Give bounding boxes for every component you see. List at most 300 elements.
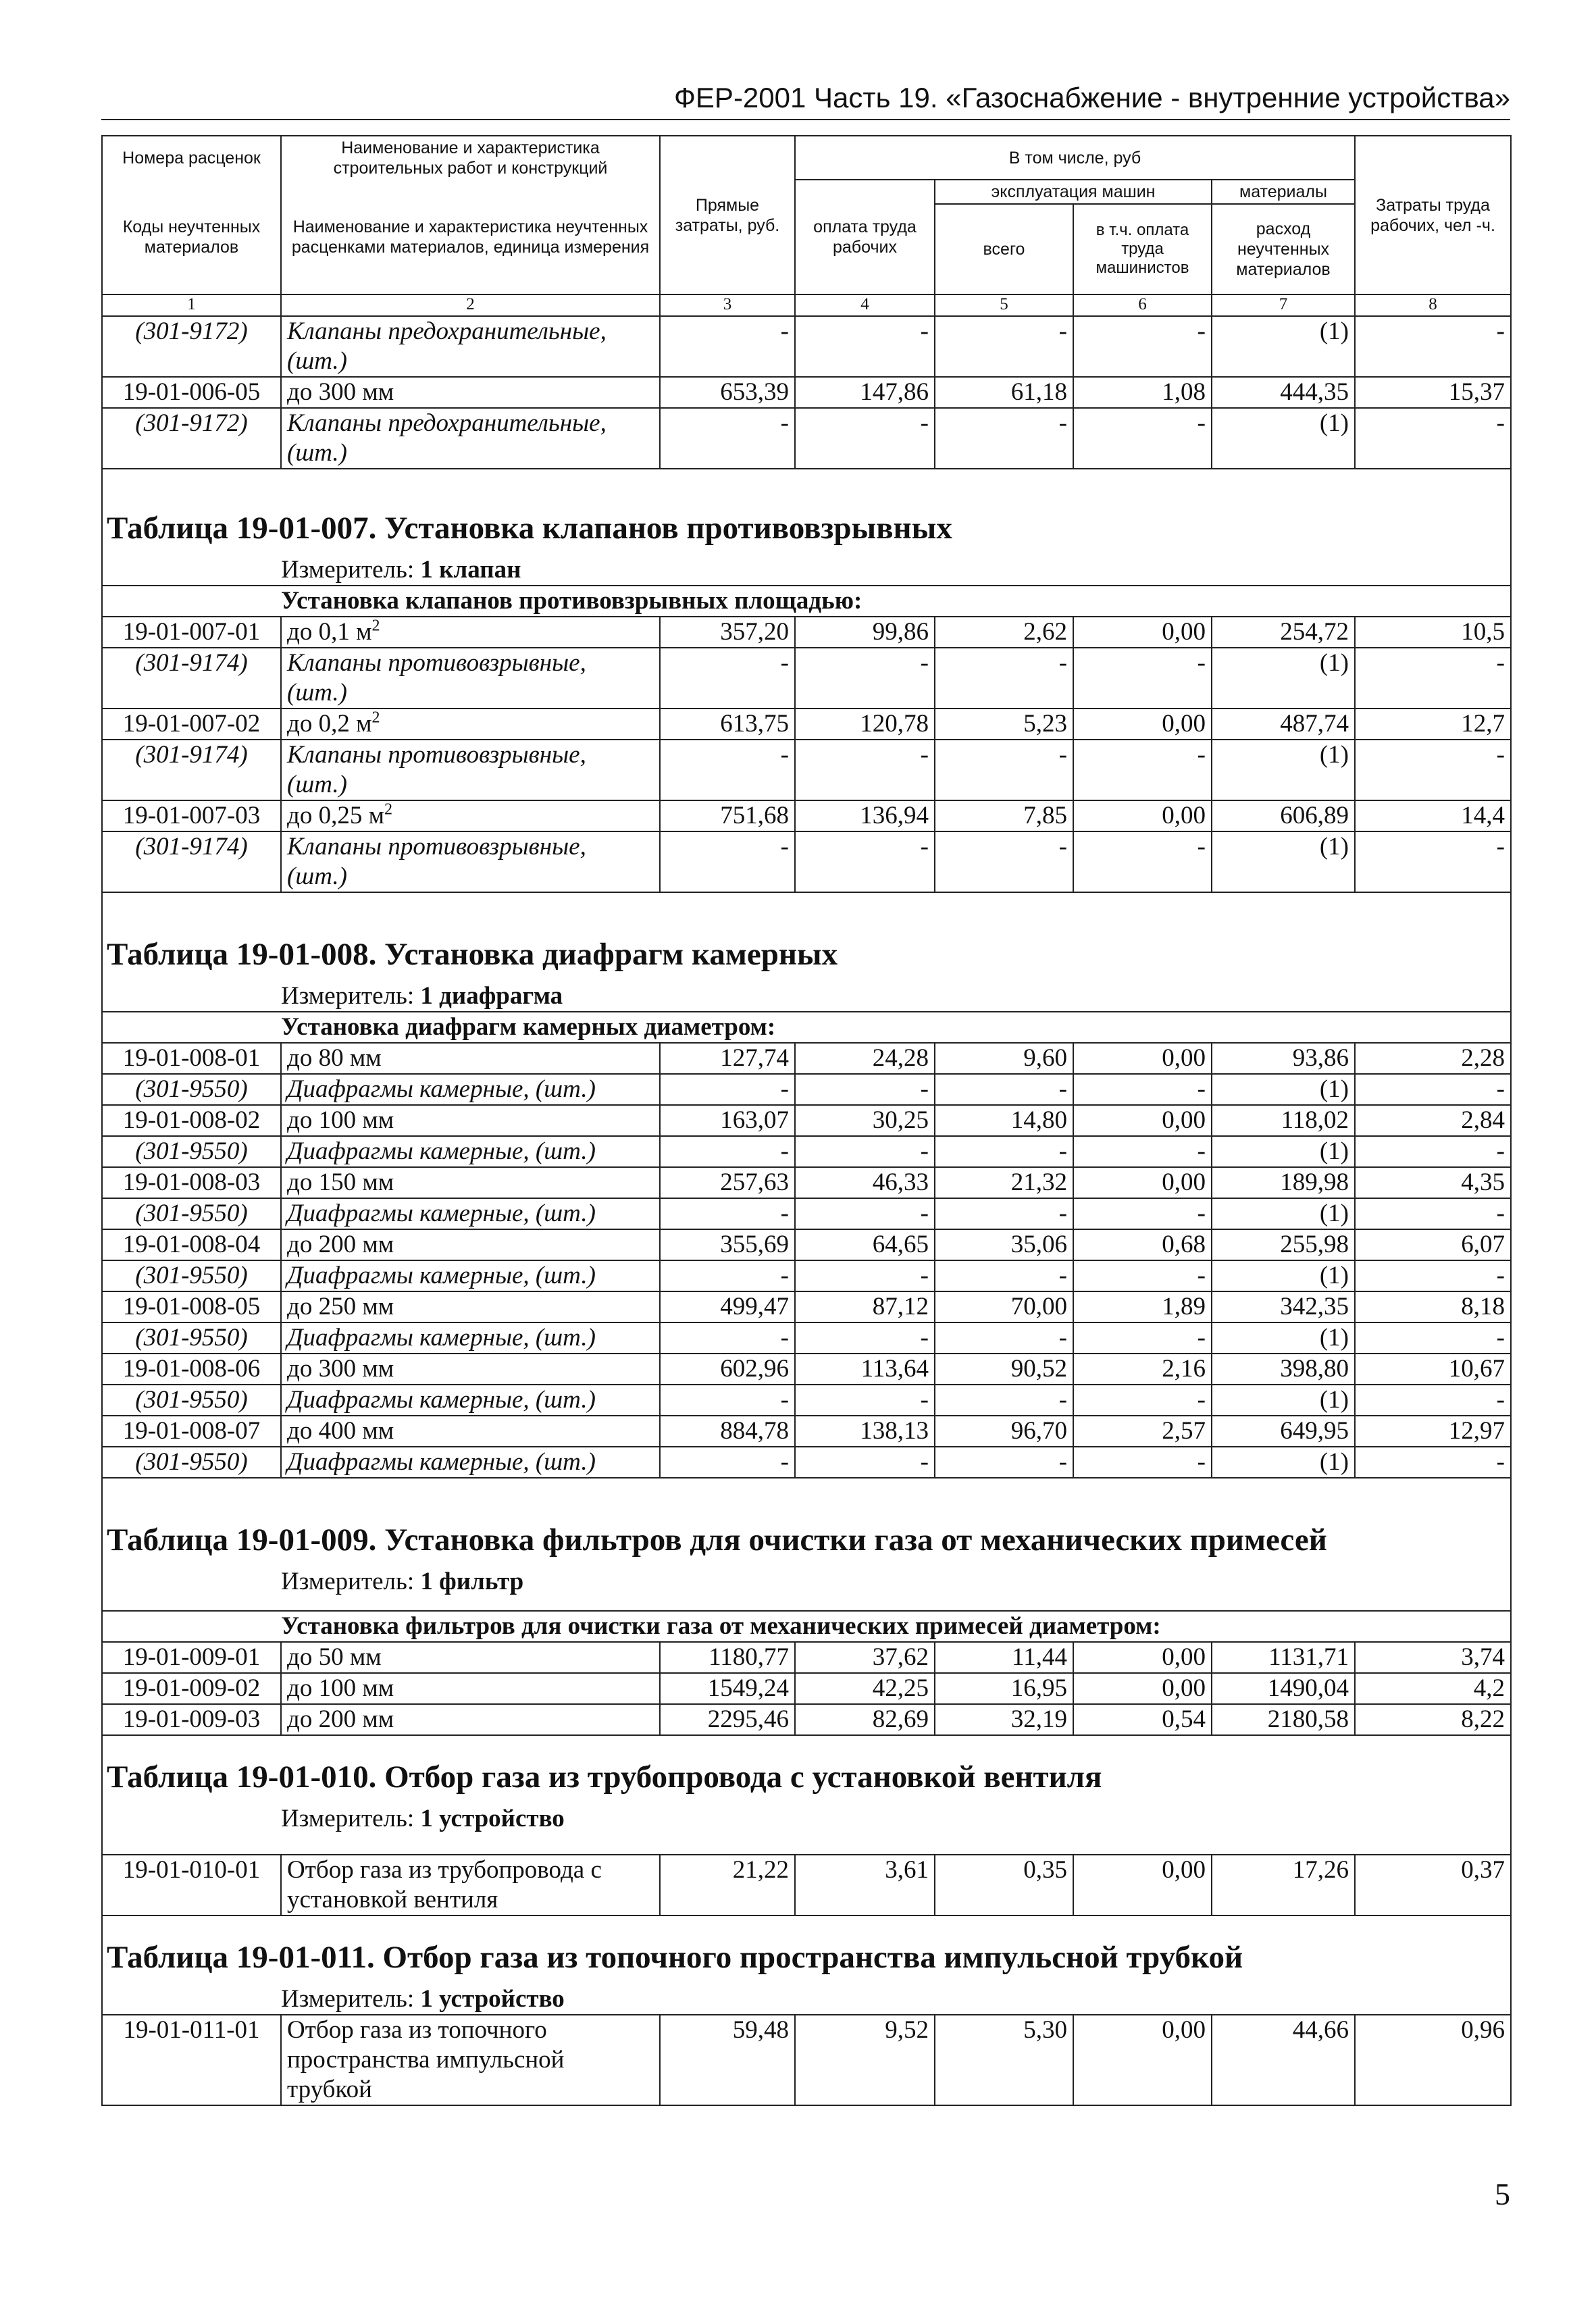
labor-costs-value: - — [1355, 1074, 1511, 1105]
machinists-pay-value: - — [1073, 316, 1212, 377]
labor-costs-value: 8,18 — [1355, 1291, 1511, 1322]
direct-costs-value: - — [660, 1198, 795, 1229]
rate-row — [102, 1354, 1511, 1385]
rate-name — [281, 408, 660, 469]
labor-pay-value: - — [795, 1322, 935, 1354]
labor-costs-value: - — [1355, 1260, 1511, 1291]
meter — [102, 1979, 1511, 2015]
machines-total-value: 70,00 — [935, 1291, 1073, 1322]
machinists-pay-value: - — [1073, 740, 1212, 800]
col-code-top: Номера расценок — [102, 136, 281, 180]
page-number: 5 — [1495, 2177, 1510, 2211]
subheading: Установка диафрагм камерных диаметром: — [102, 1012, 1511, 1043]
table-title-id: Таблица 19-01-007. — [107, 511, 377, 546]
meter-value: 1 диафрагма — [420, 982, 563, 1010]
materials-value: 44,66 — [1212, 2015, 1355, 2105]
table-spacer — [102, 1478, 1511, 1518]
machines-total-value: 35,06 — [935, 1229, 1073, 1260]
direct-costs-value: - — [660, 1260, 795, 1291]
rate-row — [102, 1855, 1511, 1916]
direct-costs-value: - — [660, 408, 795, 469]
rate-name-text: Отбор газа из топочного пространства импульсной трубкой — [287, 2016, 565, 2103]
rate-name — [281, 1260, 660, 1291]
machinists-pay-value: 2,57 — [1073, 1416, 1212, 1447]
rate-name-text: до 200 мм — [287, 1705, 394, 1733]
labor-costs-value: 10,5 — [1355, 617, 1511, 648]
direct-costs-value: 1180,77 — [660, 1642, 795, 1673]
rate-name — [281, 740, 660, 800]
rates-table — [101, 135, 1512, 2106]
materials-value: 254,72 — [1212, 617, 1355, 648]
spacer-cell — [102, 469, 1511, 507]
machinists-pay-value: - — [1073, 408, 1212, 469]
spacer-cell — [102, 1735, 1511, 1755]
materials-value: (1) — [1212, 1198, 1355, 1229]
labor-pay-value: 99,86 — [795, 617, 935, 648]
direct-costs-value: - — [660, 740, 795, 800]
rate-row — [102, 617, 1511, 648]
rate-name-text: Диафрагмы камерные, (шт.) — [287, 1262, 596, 1289]
table-title-row — [102, 1936, 1511, 1979]
labor-pay-value: - — [795, 1136, 935, 1167]
machinists-pay-value: - — [1073, 1322, 1212, 1354]
direct-costs-value: 602,96 — [660, 1354, 795, 1385]
meter-value: 1 устройство — [420, 1805, 565, 1832]
meter-value: 1 устройство — [420, 1985, 565, 2013]
machines-total-value: - — [935, 1322, 1073, 1354]
rate-code: 19-01-010-01 — [102, 1855, 281, 1916]
rate-code: 19-01-008-03 — [102, 1167, 281, 1198]
labor-costs-value: - — [1355, 408, 1511, 469]
machinists-pay-value: 0,00 — [1073, 800, 1212, 831]
direct-costs-value: 1549,24 — [660, 1673, 795, 1704]
machines-total-value: - — [935, 316, 1073, 377]
labor-costs-value: 0,96 — [1355, 2015, 1511, 2105]
machines-total-value: - — [935, 1074, 1073, 1105]
rate-code: (301-9174) — [102, 648, 281, 709]
machinists-pay-value: 0,00 — [1073, 1043, 1212, 1074]
machinists-pay-value: - — [1073, 1447, 1212, 1478]
col-machines-total: всего — [935, 204, 1073, 294]
labor-pay-value: 87,12 — [795, 1291, 935, 1322]
rate-name-text: до 200 мм — [287, 1231, 394, 1258]
rate-code: 19-01-008-02 — [102, 1105, 281, 1136]
labor-costs-value: - — [1355, 316, 1511, 377]
machines-total-value: - — [935, 1385, 1073, 1416]
rate-code: (301-9550) — [102, 1260, 281, 1291]
rate-name — [281, 1354, 660, 1385]
direct-costs-value: 499,47 — [660, 1291, 795, 1322]
rate-unit: (шт.) — [287, 439, 347, 467]
rate-name-text: Клапаны предохранительные, — [287, 409, 607, 437]
materials-value: 398,80 — [1212, 1354, 1355, 1385]
labor-pay-value: - — [795, 1385, 935, 1416]
machines-total-value: 90,52 — [935, 1354, 1073, 1385]
meter — [102, 1562, 1511, 1611]
rate-name — [281, 1074, 660, 1105]
machines-total-value: 0,35 — [935, 1855, 1073, 1916]
rate-name — [281, 2015, 660, 2105]
rate-name — [281, 1673, 660, 1704]
labor-costs-value: 14,4 — [1355, 800, 1511, 831]
rate-name-text: до 0,2 м — [287, 710, 372, 738]
rate-name-text: Клапаны противовзрывные, — [287, 649, 586, 677]
meter — [102, 976, 1511, 1012]
rate-name-text: до 0,1 м — [287, 618, 372, 646]
rate-row — [102, 1291, 1511, 1322]
materials-value: 255,98 — [1212, 1229, 1355, 1260]
labor-costs-value: 6,07 — [1355, 1229, 1511, 1260]
table-title-row — [102, 933, 1511, 976]
direct-costs-value: 355,69 — [660, 1229, 795, 1260]
rate-name-text: Клапаны предохранительные, — [287, 317, 607, 345]
rate-code: 19-01-008-06 — [102, 1354, 281, 1385]
labor-pay-value: - — [795, 740, 935, 800]
labor-pay-value: 3,61 — [795, 1855, 935, 1916]
machinists-pay-value: 1,08 — [1073, 377, 1212, 408]
rate-name — [281, 1322, 660, 1354]
labor-costs-value: - — [1355, 1447, 1511, 1478]
direct-costs-value: - — [660, 316, 795, 377]
rate-name — [281, 1642, 660, 1673]
direct-costs-value: - — [660, 1385, 795, 1416]
machines-total-value: 5,23 — [935, 709, 1073, 740]
material-row — [102, 1136, 1511, 1167]
table-title-id: Таблица 19-01-010. — [107, 1759, 377, 1795]
rate-name — [281, 1229, 660, 1260]
direct-costs-value: 751,68 — [660, 800, 795, 831]
machinists-pay-value: 0,54 — [1073, 1704, 1212, 1735]
direct-costs-value: - — [660, 648, 795, 709]
rate-row — [102, 1642, 1511, 1673]
machinists-pay-value: 0,00 — [1073, 1642, 1212, 1673]
machinists-pay-value: 0,00 — [1073, 1167, 1212, 1198]
materials-value: (1) — [1212, 1136, 1355, 1167]
machines-total-value: 5,30 — [935, 2015, 1073, 2105]
rate-name — [281, 1704, 660, 1735]
machines-total-value: - — [935, 408, 1073, 469]
machines-total-value: 11,44 — [935, 1642, 1073, 1673]
machinists-pay-value: - — [1073, 1385, 1212, 1416]
rate-name — [281, 1291, 660, 1322]
labor-pay-value: 30,25 — [795, 1105, 935, 1136]
meter-row — [102, 976, 1511, 1012]
direct-costs-value: - — [660, 1136, 795, 1167]
rate-name — [281, 1855, 660, 1916]
material-row — [102, 408, 1511, 469]
labor-costs-value: 12,97 — [1355, 1416, 1511, 1447]
col-materials: материалы — [1212, 180, 1355, 204]
meter-row — [102, 1562, 1511, 1611]
rate-code: 19-01-011-01 — [102, 2015, 281, 2105]
rate-row — [102, 800, 1511, 831]
materials-value: 93,86 — [1212, 1043, 1355, 1074]
machinists-pay-value: 0,00 — [1073, 617, 1212, 648]
rate-code: 19-01-008-04 — [102, 1229, 281, 1260]
labor-pay-value: - — [795, 831, 935, 892]
labor-pay-value: 64,65 — [795, 1229, 935, 1260]
rate-code: (301-9550) — [102, 1385, 281, 1416]
labor-costs-value: 8,22 — [1355, 1704, 1511, 1735]
rate-name-text: Диафрагмы камерные, (шт.) — [287, 1324, 596, 1352]
rate-name-text: до 100 мм — [287, 1106, 394, 1134]
rate-unit: (шт.) — [287, 347, 347, 375]
machinists-pay-value: 0,00 — [1073, 1105, 1212, 1136]
rate-name-text: до 80 мм — [287, 1044, 382, 1072]
rate-code: (301-9550) — [102, 1322, 281, 1354]
labor-costs-value: 10,67 — [1355, 1354, 1511, 1385]
rate-name-text: до 50 мм — [287, 1643, 382, 1671]
materials-value: 17,26 — [1212, 1855, 1355, 1916]
subheading-row — [102, 1012, 1511, 1043]
labor-costs-value: - — [1355, 740, 1511, 800]
unit-exponent: 2 — [371, 617, 380, 635]
labor-costs-value: 2,28 — [1355, 1043, 1511, 1074]
table-title-id: Таблица 19-01-009. — [107, 1522, 377, 1558]
machinists-pay-value: 0,00 — [1073, 1855, 1212, 1916]
machines-total-value: 14,80 — [935, 1105, 1073, 1136]
material-row — [102, 316, 1511, 377]
rate-code: 19-01-007-03 — [102, 800, 281, 831]
rate-name-text: до 300 мм — [287, 1355, 394, 1383]
materials-value: 118,02 — [1212, 1105, 1355, 1136]
table-spacer — [102, 469, 1511, 507]
labor-pay-value: - — [795, 648, 935, 709]
machines-total-value: - — [935, 1198, 1073, 1229]
machines-total-value: - — [935, 740, 1073, 800]
table-title-id: Таблица 19-01-011. — [107, 1940, 375, 1975]
meter-label: Измеритель: — [281, 982, 421, 1010]
rate-name — [281, 831, 660, 892]
rate-name-text: Диафрагмы камерные, (шт.) — [287, 1386, 596, 1414]
rate-name-text: Отбор газа из трубопровода с установкой вентиля — [287, 1856, 602, 1913]
machines-total-value: - — [935, 1136, 1073, 1167]
col-labor-pay: оплата труда рабочих — [795, 180, 935, 294]
labor-costs-value: - — [1355, 648, 1511, 709]
materials-value: 649,95 — [1212, 1416, 1355, 1447]
meter-row — [102, 550, 1511, 586]
materials-value: (1) — [1212, 408, 1355, 469]
rate-row — [102, 1043, 1511, 1074]
rate-name-text: Клапаны противовзрывные, — [287, 833, 586, 860]
table-title-text: Установка клапанов противовзрывных — [376, 511, 952, 546]
rate-code: 19-01-007-02 — [102, 709, 281, 740]
col-direct-costs: Прямые затраты, руб. — [660, 136, 795, 294]
rate-row — [102, 1167, 1511, 1198]
col-including: В том числе, руб — [795, 136, 1355, 180]
rate-code: (301-9174) — [102, 740, 281, 800]
col-number: 6 — [1073, 294, 1212, 316]
labor-pay-value: - — [795, 1260, 935, 1291]
materials-value: 606,89 — [1212, 800, 1355, 831]
table-title — [102, 507, 1511, 550]
material-row — [102, 1074, 1511, 1105]
meter-value: 1 клапан — [420, 556, 521, 584]
col-number: 8 — [1355, 294, 1511, 316]
material-row — [102, 1260, 1511, 1291]
meter-row — [102, 1799, 1511, 1855]
labor-pay-value: 24,28 — [795, 1043, 935, 1074]
materials-value: 342,35 — [1212, 1291, 1355, 1322]
rate-code: (301-9550) — [102, 1198, 281, 1229]
rate-code: 19-01-008-05 — [102, 1291, 281, 1322]
table-title — [102, 1518, 1511, 1562]
rate-name-text: до 300 мм — [287, 378, 394, 406]
rate-unit: (шт.) — [287, 771, 347, 798]
rate-name — [281, 316, 660, 377]
labor-pay-value: 82,69 — [795, 1704, 935, 1735]
direct-costs-value: 59,48 — [660, 2015, 795, 2105]
rate-code: (301-9174) — [102, 831, 281, 892]
direct-costs-value: - — [660, 1322, 795, 1354]
rate-row — [102, 1229, 1511, 1260]
labor-pay-value: 9,52 — [795, 2015, 935, 2105]
machinists-pay-value: - — [1073, 1198, 1212, 1229]
rate-name — [281, 1447, 660, 1478]
rate-name-text: Диафрагмы камерные, (шт.) — [287, 1137, 596, 1165]
col-number: 5 — [935, 294, 1073, 316]
rate-name-text: до 100 мм — [287, 1674, 394, 1702]
rate-code: (301-9550) — [102, 1447, 281, 1478]
table-title — [102, 933, 1511, 976]
col-materials-unaccounted: расход неучтенных материалов — [1212, 204, 1355, 294]
rate-name-text: до 250 мм — [287, 1293, 394, 1320]
materials-value: (1) — [1212, 831, 1355, 892]
materials-value: (1) — [1212, 1385, 1355, 1416]
rate-name — [281, 1416, 660, 1447]
material-row — [102, 1322, 1511, 1354]
machines-total-value: - — [935, 1447, 1073, 1478]
material-row — [102, 1385, 1511, 1416]
material-row — [102, 1198, 1511, 1229]
rate-code: 19-01-009-03 — [102, 1704, 281, 1735]
labor-pay-value: 42,25 — [795, 1673, 935, 1704]
rate-row — [102, 1416, 1511, 1447]
rate-name — [281, 648, 660, 709]
col-name-top: Наименование и характеристика строительных работ и конструкций — [281, 136, 660, 180]
labor-pay-value: - — [795, 1074, 935, 1105]
rate-name — [281, 1105, 660, 1136]
machines-total-value: - — [935, 1260, 1073, 1291]
direct-costs-value: 21,22 — [660, 1855, 795, 1916]
rate-name — [281, 1385, 660, 1416]
col-machines: эксплуатация машин — [935, 180, 1212, 204]
rate-name — [281, 1043, 660, 1074]
header-rule — [101, 119, 1510, 120]
labor-pay-value: 37,62 — [795, 1642, 935, 1673]
machines-total-value: - — [935, 831, 1073, 892]
col-number: 1 — [102, 294, 281, 316]
rate-row — [102, 377, 1511, 408]
direct-costs-value: 2295,46 — [660, 1704, 795, 1735]
rate-code: 19-01-007-01 — [102, 617, 281, 648]
table-title-text: Установка диафрагм камерных — [376, 937, 838, 972]
rate-name — [281, 617, 660, 648]
table-title-row — [102, 1518, 1511, 1562]
machines-total-value: 9,60 — [935, 1043, 1073, 1074]
table-spacer — [102, 892, 1511, 933]
labor-costs-value: 4,2 — [1355, 1673, 1511, 1704]
labor-pay-value: - — [795, 1447, 935, 1478]
materials-value: (1) — [1212, 1322, 1355, 1354]
rate-name — [281, 1198, 660, 1229]
table-title-text: Отбор газа из трубопровода с установкой вентиля — [376, 1759, 1102, 1795]
material-row — [102, 648, 1511, 709]
table-spacer — [102, 1735, 1511, 1755]
direct-costs-value: 163,07 — [660, 1105, 795, 1136]
material-row — [102, 831, 1511, 892]
labor-pay-value: 138,13 — [795, 1416, 935, 1447]
direct-costs-value: - — [660, 831, 795, 892]
materials-value: 2180,58 — [1212, 1704, 1355, 1735]
subheading-row — [102, 586, 1511, 617]
labor-pay-value: 120,78 — [795, 709, 935, 740]
machinists-pay-value: 1,89 — [1073, 1291, 1212, 1322]
meter-row — [102, 1979, 1511, 2015]
rate-code: 19-01-008-07 — [102, 1416, 281, 1447]
labor-costs-value: - — [1355, 1136, 1511, 1167]
labor-pay-value: - — [795, 316, 935, 377]
labor-costs-value: 3,74 — [1355, 1642, 1511, 1673]
spacer-cell — [102, 1916, 1511, 1936]
labor-costs-value: 15,37 — [1355, 377, 1511, 408]
materials-value: (1) — [1212, 740, 1355, 800]
machinists-pay-value: 0,00 — [1073, 1673, 1212, 1704]
machines-total-value: 96,70 — [935, 1416, 1073, 1447]
materials-value: 1131,71 — [1212, 1642, 1355, 1673]
labor-pay-value: 136,94 — [795, 800, 935, 831]
machinists-pay-value: 2,16 — [1073, 1354, 1212, 1385]
machines-total-value: 21,32 — [935, 1167, 1073, 1198]
col-machinists-pay: в т.ч. оплата труда машинистов — [1073, 204, 1212, 294]
direct-costs-value: - — [660, 1074, 795, 1105]
subheading-row — [102, 1611, 1511, 1642]
table-spacer — [102, 1916, 1511, 1936]
table-title — [102, 1936, 1511, 1979]
materials-value: 444,35 — [1212, 377, 1355, 408]
rate-name-text: до 400 мм — [287, 1417, 394, 1445]
labor-costs-value: - — [1355, 831, 1511, 892]
table-title-id: Таблица 19-01-008. — [107, 937, 377, 972]
rate-code: 19-01-008-01 — [102, 1043, 281, 1074]
materials-value: 487,74 — [1212, 709, 1355, 740]
rate-code: 19-01-006-05 — [102, 377, 281, 408]
rate-row — [102, 709, 1511, 740]
materials-value: (1) — [1212, 648, 1355, 709]
unit-exponent: 2 — [371, 709, 380, 727]
subheading: Установка фильтров для очистки газа от механических примесей диаметром: — [102, 1611, 1511, 1642]
direct-costs-value: 884,78 — [660, 1416, 795, 1447]
rate-code: 19-01-009-02 — [102, 1673, 281, 1704]
rate-row — [102, 1105, 1511, 1136]
table-title-text: Отбор газа из топочного пространства импульсной трубкой — [374, 1940, 1243, 1975]
rate-code: 19-01-009-01 — [102, 1642, 281, 1673]
materials-value: (1) — [1212, 1447, 1355, 1478]
meter — [102, 1799, 1511, 1855]
document-header: ФЕР-2001 Часть 19. «Газоснабжение - внутренние устройства» — [673, 82, 1510, 113]
meter-value: 1 фильтр — [420, 1568, 524, 1595]
materials-value: (1) — [1212, 1260, 1355, 1291]
machines-total-value: - — [935, 648, 1073, 709]
rate-name-text: Диафрагмы камерные, (шт.) — [287, 1200, 596, 1227]
rate-code: (301-9550) — [102, 1136, 281, 1167]
labor-pay-value: 46,33 — [795, 1167, 935, 1198]
machines-total-value: 16,95 — [935, 1673, 1073, 1704]
rate-name-text: до 150 мм — [287, 1168, 394, 1196]
spacer-cell — [102, 892, 1511, 933]
rate-name-text: до 0,25 м — [287, 802, 384, 829]
rate-code: (301-9550) — [102, 1074, 281, 1105]
